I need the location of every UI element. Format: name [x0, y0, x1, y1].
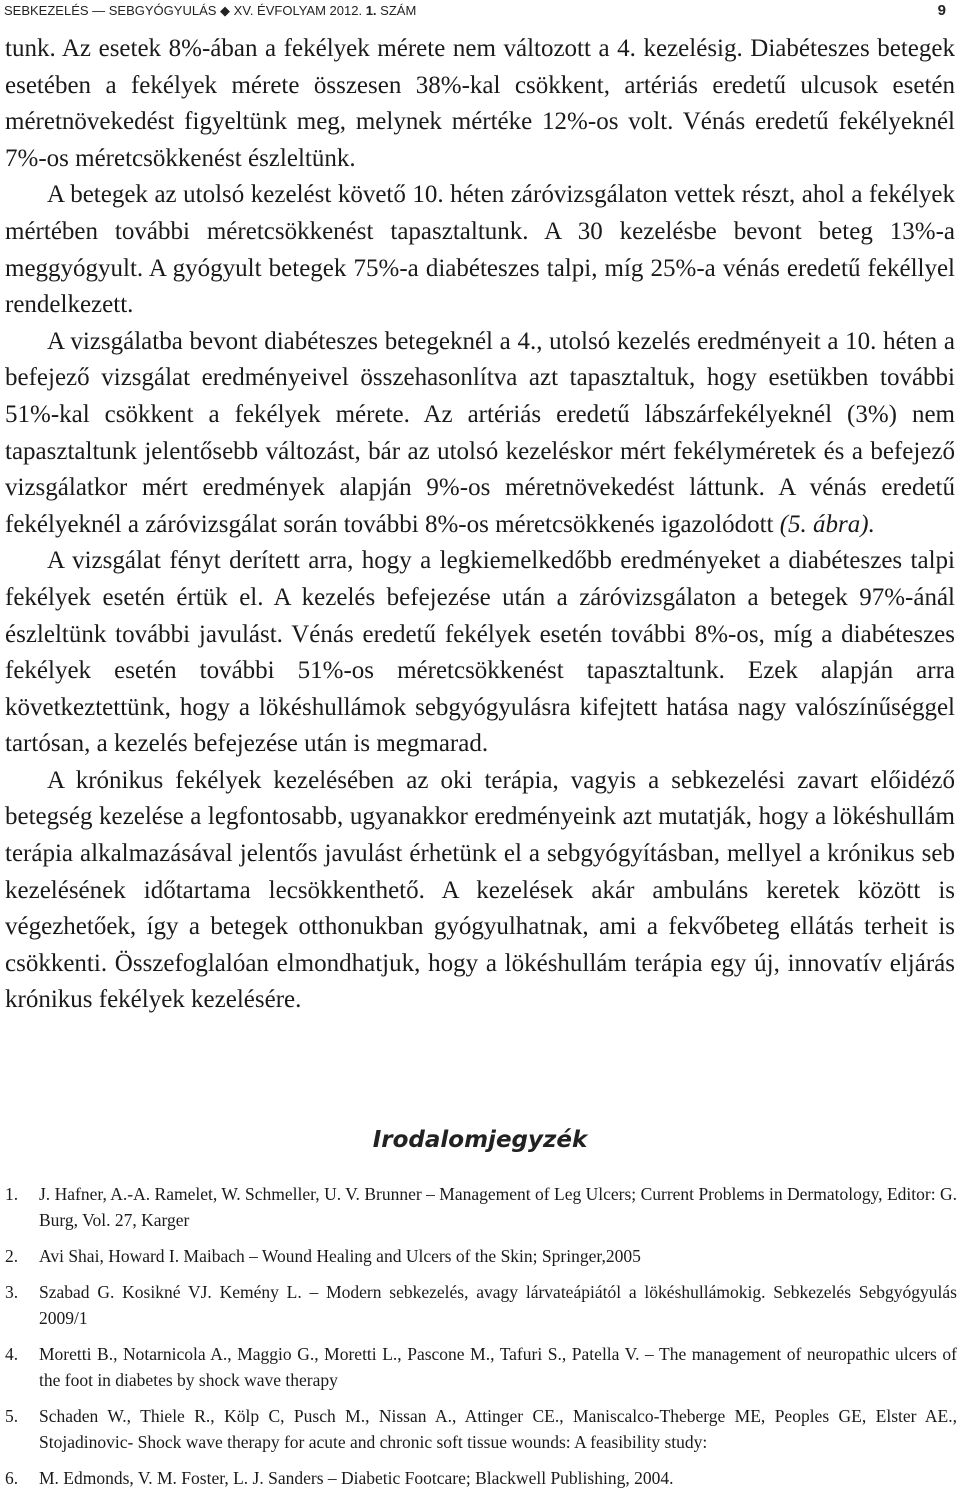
paragraph-3 — [5, 324, 955, 544]
journal-info — [4, 3, 416, 19]
reference-number: 2. — [5, 1246, 19, 1266]
diamond-icon: ◆ — [220, 3, 231, 18]
reference-text: Moretti B., Notarnicola A., Maggio G., Moretti L., Pascone M., Tafuri S., Patella V. – The management of neuropathic ulcers of the foot in diabetes by shock wave therapy — [39, 1344, 957, 1390]
reference-item — [5, 1465, 957, 1491]
reference-item — [5, 1403, 957, 1455]
reference-text: Avi Shai, Howard I. Maibach – Wound Healing and Ulcers of the Skin; Springer,2005 — [39, 1246, 641, 1266]
paragraph-1: tunk. Az esetek 8%-ában a fekélyek mérete nem változott a 4. kezelésig. Diabéteszes betegek esetében a fekélyek mérete összesen 38%-kal csökkent, artériás eredetű ulcusok esetén méretnövekedést figyeltünk meg, melynek mértéke 12%-os volt. Vénás eredetű fekélyeknél 7%-os méretcsökkenést észleltünk. — [5, 35, 955, 172]
reference-number: 5. — [5, 1406, 19, 1426]
issue-number: 1. — [365, 3, 377, 18]
figure-reference: (5. ábra). — [779, 510, 875, 538]
running-header — [4, 3, 946, 23]
reference-item — [5, 1181, 957, 1233]
reference-text: J. Hafner, A.-A. Ramelet, W. Schmeller, U. V. Brunner – Management of Leg Ulcers; Current Problems in Dermatology, Editor: G. Burg, Vol. 27, Karger — [39, 1184, 957, 1230]
reference-text: Schaden W., Thiele R., Kölp C, Pusch M., Nissan A., Attinger CE., Maniscalco-Theberge ME, Peoples GE, Elster AE., Stojadinovic- Shock wave therapy for acute and chronic soft tissue wounds: A feasibility study: — [39, 1406, 957, 1452]
reference-text: M. Edmonds, V. M. Foster, L. J. Sanders – Diabetic Footcare; Blackwell Publishing, 2004. — [39, 1468, 674, 1488]
article-body — [5, 31, 955, 1019]
reference-number: 1. — [5, 1184, 19, 1204]
reference-number: 4. — [5, 1344, 19, 1364]
journal-name: SEBKEZELÉS — SEBGYÓGYULÁS — [4, 3, 217, 18]
paragraph-3-text: A vizsgálatba bevont diabéteszes betegeknél a 4., utolsó kezelés eredményeit a 10. héten a befejező vizsgálat eredményeivel összehasonlítva azt tapasztaltuk, hogy esetükben további 51%-kal csökkent a fekélyek mérete. Az artériás eredetű lábszárfekélyeknél (3%) nem tapasztaltunk jelentősebb változást, bár az utolsó kezeléskor mért fekélyméretek és a befejező vizsgálatkor mért eredmények alapján 9%-os méretnövekedést láttunk. A vénás eredetű fekélyeknél a záróvizsgálat során további 8%-os méretcsökkenés igazolódott — [5, 327, 955, 538]
reference-number: 6. — [5, 1468, 19, 1488]
reference-item — [5, 1279, 957, 1331]
page-number: 9 — [937, 2, 946, 19]
paragraph-4: A vizsgálat fényt derített arra, hogy a legkiemelkedőbb eredményeket a diabéteszes talpi fekélyek esetén értük el. A kezelés befejezése után a záróvizsgálaton a betegek 97%-ánál észleltünk további javulást. Vénás eredetű fekélyek esetén további 8%-os, míg a diabéteszes fekélyek esetén további 51%-os méretcsökkenést tapasztaltunk. Ezek alapján arra következtettünk, hogy a lökéshullámok sebgyógyulásra kifejtett hatása nagy valószínűséggel tartósan, a kezelés befejezése után is megmarad. — [5, 547, 955, 758]
paragraph-2: A betegek az utolsó kezelést követő 10. héten záróvizsgálaton vettek részt, ahol a fekélyek mértében további méretcsökkenést tapasztaltunk. A 30 kezelésbe bevont beteg 13%-a meggyógyult. A gyógyult betegek 75%-a diabéteszes talpi, míg 25%-a vénás eredetű fekéllyel rendelkezett. — [5, 181, 955, 319]
volume-label: XV. ÉVFOLYAM 2012. — [233, 3, 363, 18]
reference-item — [5, 1243, 957, 1269]
reference-text: Szabad G. Kosikné VJ. Kemény L. – Modern sebkezelés, avagy lárvateápiától a lökéshullámokig. Sebkezelés Sebgyógyulás 2009/1 — [39, 1282, 957, 1328]
paragraph-5: A krónikus fekélyek kezelésében az oki terápia, vagyis a sebkezelési zavart előidéző betegség kezelése a legfontosabb, ugyanakkor eredményeink azt mutatják, hogy a lökéshullám terápia alkalmazásával jelentős javulást érhetünk el a sebgyógyításban, mellyel a krónikus seb kezelésének időtartama lecsökkenthető. A kezelések akár ambuláns keretek között is végezhetőek, így a betegek otthonukban gyógyulhatnak, ami a fekvőbeteg ellátás terheit is csökkenti. Összefoglalóan elmondhatjuk, hogy a lökéshullám terápia egy új, innovatív eljárás krónikus fekélyek kezelésére. — [5, 766, 955, 1014]
reference-item — [5, 1341, 957, 1393]
references-title: Irodalomjegyzék — [372, 1127, 588, 1153]
reference-number: 3. — [5, 1282, 19, 1302]
issue-label: SZÁM — [380, 3, 417, 18]
references-list — [5, 1181, 957, 1501]
